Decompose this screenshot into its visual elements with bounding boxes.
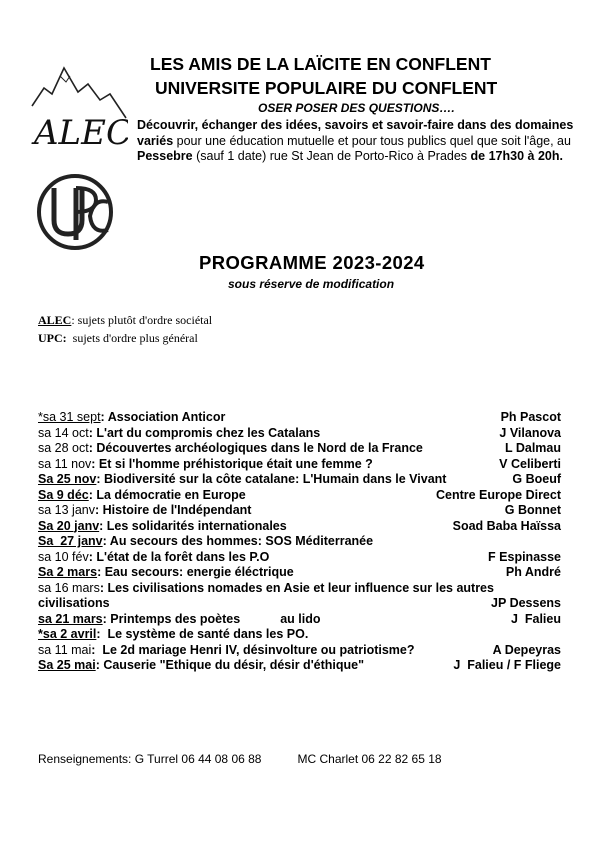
event-topic: : Printemps des poètes <box>102 611 241 626</box>
event-date: Sa 2 mars <box>38 565 98 579</box>
schedule-event <box>38 534 373 550</box>
event-speaker: G Bonnet <box>504 503 561 517</box>
event-speaker: V Celiberti <box>499 456 561 471</box>
event-topic: : Causerie "Ethique du désir, désir d'éthique" <box>95 658 365 672</box>
event-date: sa 16 mars <box>38 580 100 595</box>
tagline: OSER POSER DES QUESTIONS…. <box>258 101 455 115</box>
event-date: sa 28 oct <box>38 441 89 455</box>
schedule-row <box>38 426 563 442</box>
schedule-row <box>38 565 563 581</box>
event-speaker <box>561 581 563 597</box>
contact-charlet: MC Charlet 06 22 82 65 18 <box>297 752 442 766</box>
event-date: sa 14 oct <box>38 425 89 440</box>
event-date: Sa 25 nov <box>38 472 97 486</box>
event-topic: : Le 2d mariage Henri IV, désinvolture ou patriotisme? <box>91 642 415 657</box>
event-speaker: L Dalmau <box>504 441 561 455</box>
intro-part5: (sauf 1 date) rue St Jean de Porto-Rico à Prades <box>192 149 471 163</box>
schedule-event <box>38 565 294 581</box>
footer-contacts <box>38 752 442 766</box>
event-speaker: A Depeyras <box>492 642 561 657</box>
intro-part1: Découvrir, échanger des idées, savoirs et savoir-faire dans des <box>137 118 512 132</box>
event-topic: : Et si l'homme préhistorique était une femme ? <box>91 456 373 471</box>
programme-title: PROGRAMME 2023-2024 <box>199 252 425 273</box>
schedule-row <box>38 643 563 659</box>
title-line1: LES AMIS DE LA LAÏCITE EN CONFLENT <box>150 54 491 74</box>
schedule-event <box>38 596 110 612</box>
event-speaker: J Falieu / F Fliege <box>453 658 561 672</box>
schedule-event <box>38 519 287 535</box>
schedule-event <box>38 503 251 519</box>
legend-upc <box>38 331 198 346</box>
intro-part2: domaines variés <box>137 118 574 148</box>
title-line2: UNIVERSITE POPULAIRE DU CONFLENT <box>155 78 498 98</box>
event-date: *sa 31 sept <box>38 410 101 424</box>
event-date: sa 13 janv <box>38 503 95 517</box>
intro-part6: de 17h30 à 20h. <box>470 149 563 163</box>
schedule-row <box>38 410 563 426</box>
event-speaker <box>561 627 563 643</box>
schedule-row <box>38 534 563 550</box>
legend-alec <box>38 313 212 328</box>
event-date: sa 11 nov <box>38 456 92 471</box>
schedule-event <box>38 410 225 426</box>
schedule-event <box>38 441 423 457</box>
event-topic: : Découvertes archéologiques dans le Nord de la France <box>88 441 423 455</box>
schedule-row <box>38 457 563 473</box>
schedule-row <box>38 596 563 612</box>
event-topic: : Les solidarités internationales <box>99 518 287 533</box>
legend-alec-text: : sujets plutôt d'ordre sociétal <box>71 313 213 327</box>
event-speaker: Ph Pascot <box>500 410 561 424</box>
schedule-row <box>38 503 563 519</box>
schedule-row <box>38 627 563 643</box>
alec-logo <box>30 58 128 154</box>
schedule-row <box>38 488 563 504</box>
event-date: Sa 9 déc <box>38 487 89 502</box>
legend-alec-key: ALEC <box>38 313 72 327</box>
event-topic: : Histoire de l'Indépendant <box>94 503 252 517</box>
upc-logo <box>30 172 120 252</box>
schedule-row <box>38 472 563 488</box>
event-date: *sa 2 avril <box>38 627 97 641</box>
event-speaker: Soad Baba Haïssa <box>452 518 561 533</box>
event-speaker <box>561 534 563 550</box>
event-speaker: G Boeuf <box>512 472 561 486</box>
event-speaker: Centre Europe Direct <box>435 487 561 502</box>
event-date: sa 11 mai <box>38 642 92 657</box>
schedule-row <box>38 519 563 535</box>
event-venue: au lido <box>280 611 321 626</box>
legend-upc-key: UPC: <box>38 331 67 345</box>
schedule-row <box>38 612 563 628</box>
intro-part4: Pessebre <box>137 149 193 163</box>
event-topic: : Biodiversité sur la côte catalane: L'Humain dans le Vivant <box>96 472 447 486</box>
schedule-list <box>38 410 563 674</box>
schedule-row <box>38 441 563 457</box>
event-speaker: Ph André <box>505 565 561 579</box>
schedule-row <box>38 658 563 674</box>
event-topic: : Le système de santé dans les PO. <box>96 627 309 641</box>
event-topic: : La démocratie en Europe <box>88 487 246 502</box>
event-topic: : Les civilisations nomades en Asie et leur influence sur les autres <box>99 580 494 595</box>
event-speaker: J Falieu <box>510 611 561 626</box>
schedule-event <box>38 581 494 597</box>
event-date: Sa 20 janv <box>38 518 100 533</box>
event-date: Sa 27 janv <box>38 534 103 548</box>
intro-part3: pour une éducation mutuelle et pour tous publics quel que soit l'âge, au <box>173 133 571 148</box>
schedule-event <box>38 426 320 442</box>
event-date: Sa 25 mai <box>38 658 96 672</box>
alec-logo-text: ALEC <box>34 113 128 153</box>
event-topic: : Association Anticor <box>100 410 226 424</box>
schedule-event <box>38 643 415 659</box>
schedule-event <box>38 550 269 566</box>
intro-paragraph <box>137 118 587 165</box>
event-speaker: JP Dessens <box>491 596 561 610</box>
schedule-row <box>38 581 563 597</box>
event-topic: : Eau secours: energie éléctrique <box>97 565 294 579</box>
event-date: sa 10 fév <box>38 549 89 564</box>
schedule-row <box>38 550 563 566</box>
schedule-event <box>38 627 308 643</box>
schedule-event <box>38 488 246 504</box>
event-topic: : L'état de la forêt dans les P.O <box>88 549 270 564</box>
event-topic: civilisations <box>38 596 110 610</box>
schedule-event <box>38 472 446 488</box>
legend-upc-text: sujets d'ordre plus général <box>66 331 198 345</box>
event-speaker: F Espinasse <box>488 549 561 564</box>
event-topic: : L'art du compromis chez les Catalans <box>88 425 321 440</box>
event-speaker: J Vilanova <box>499 425 561 440</box>
schedule-event <box>38 457 373 473</box>
event-date: sa 21 mars <box>38 611 103 626</box>
schedule-event <box>38 658 364 674</box>
contact-turrel: Renseignements: G Turrel 06 44 08 06 88 <box>38 752 262 766</box>
event-topic: : Au secours des hommes: SOS Méditerranée <box>102 534 374 548</box>
schedule-event <box>38 612 320 628</box>
programme-subtitle: sous réserve de modification <box>228 277 395 291</box>
